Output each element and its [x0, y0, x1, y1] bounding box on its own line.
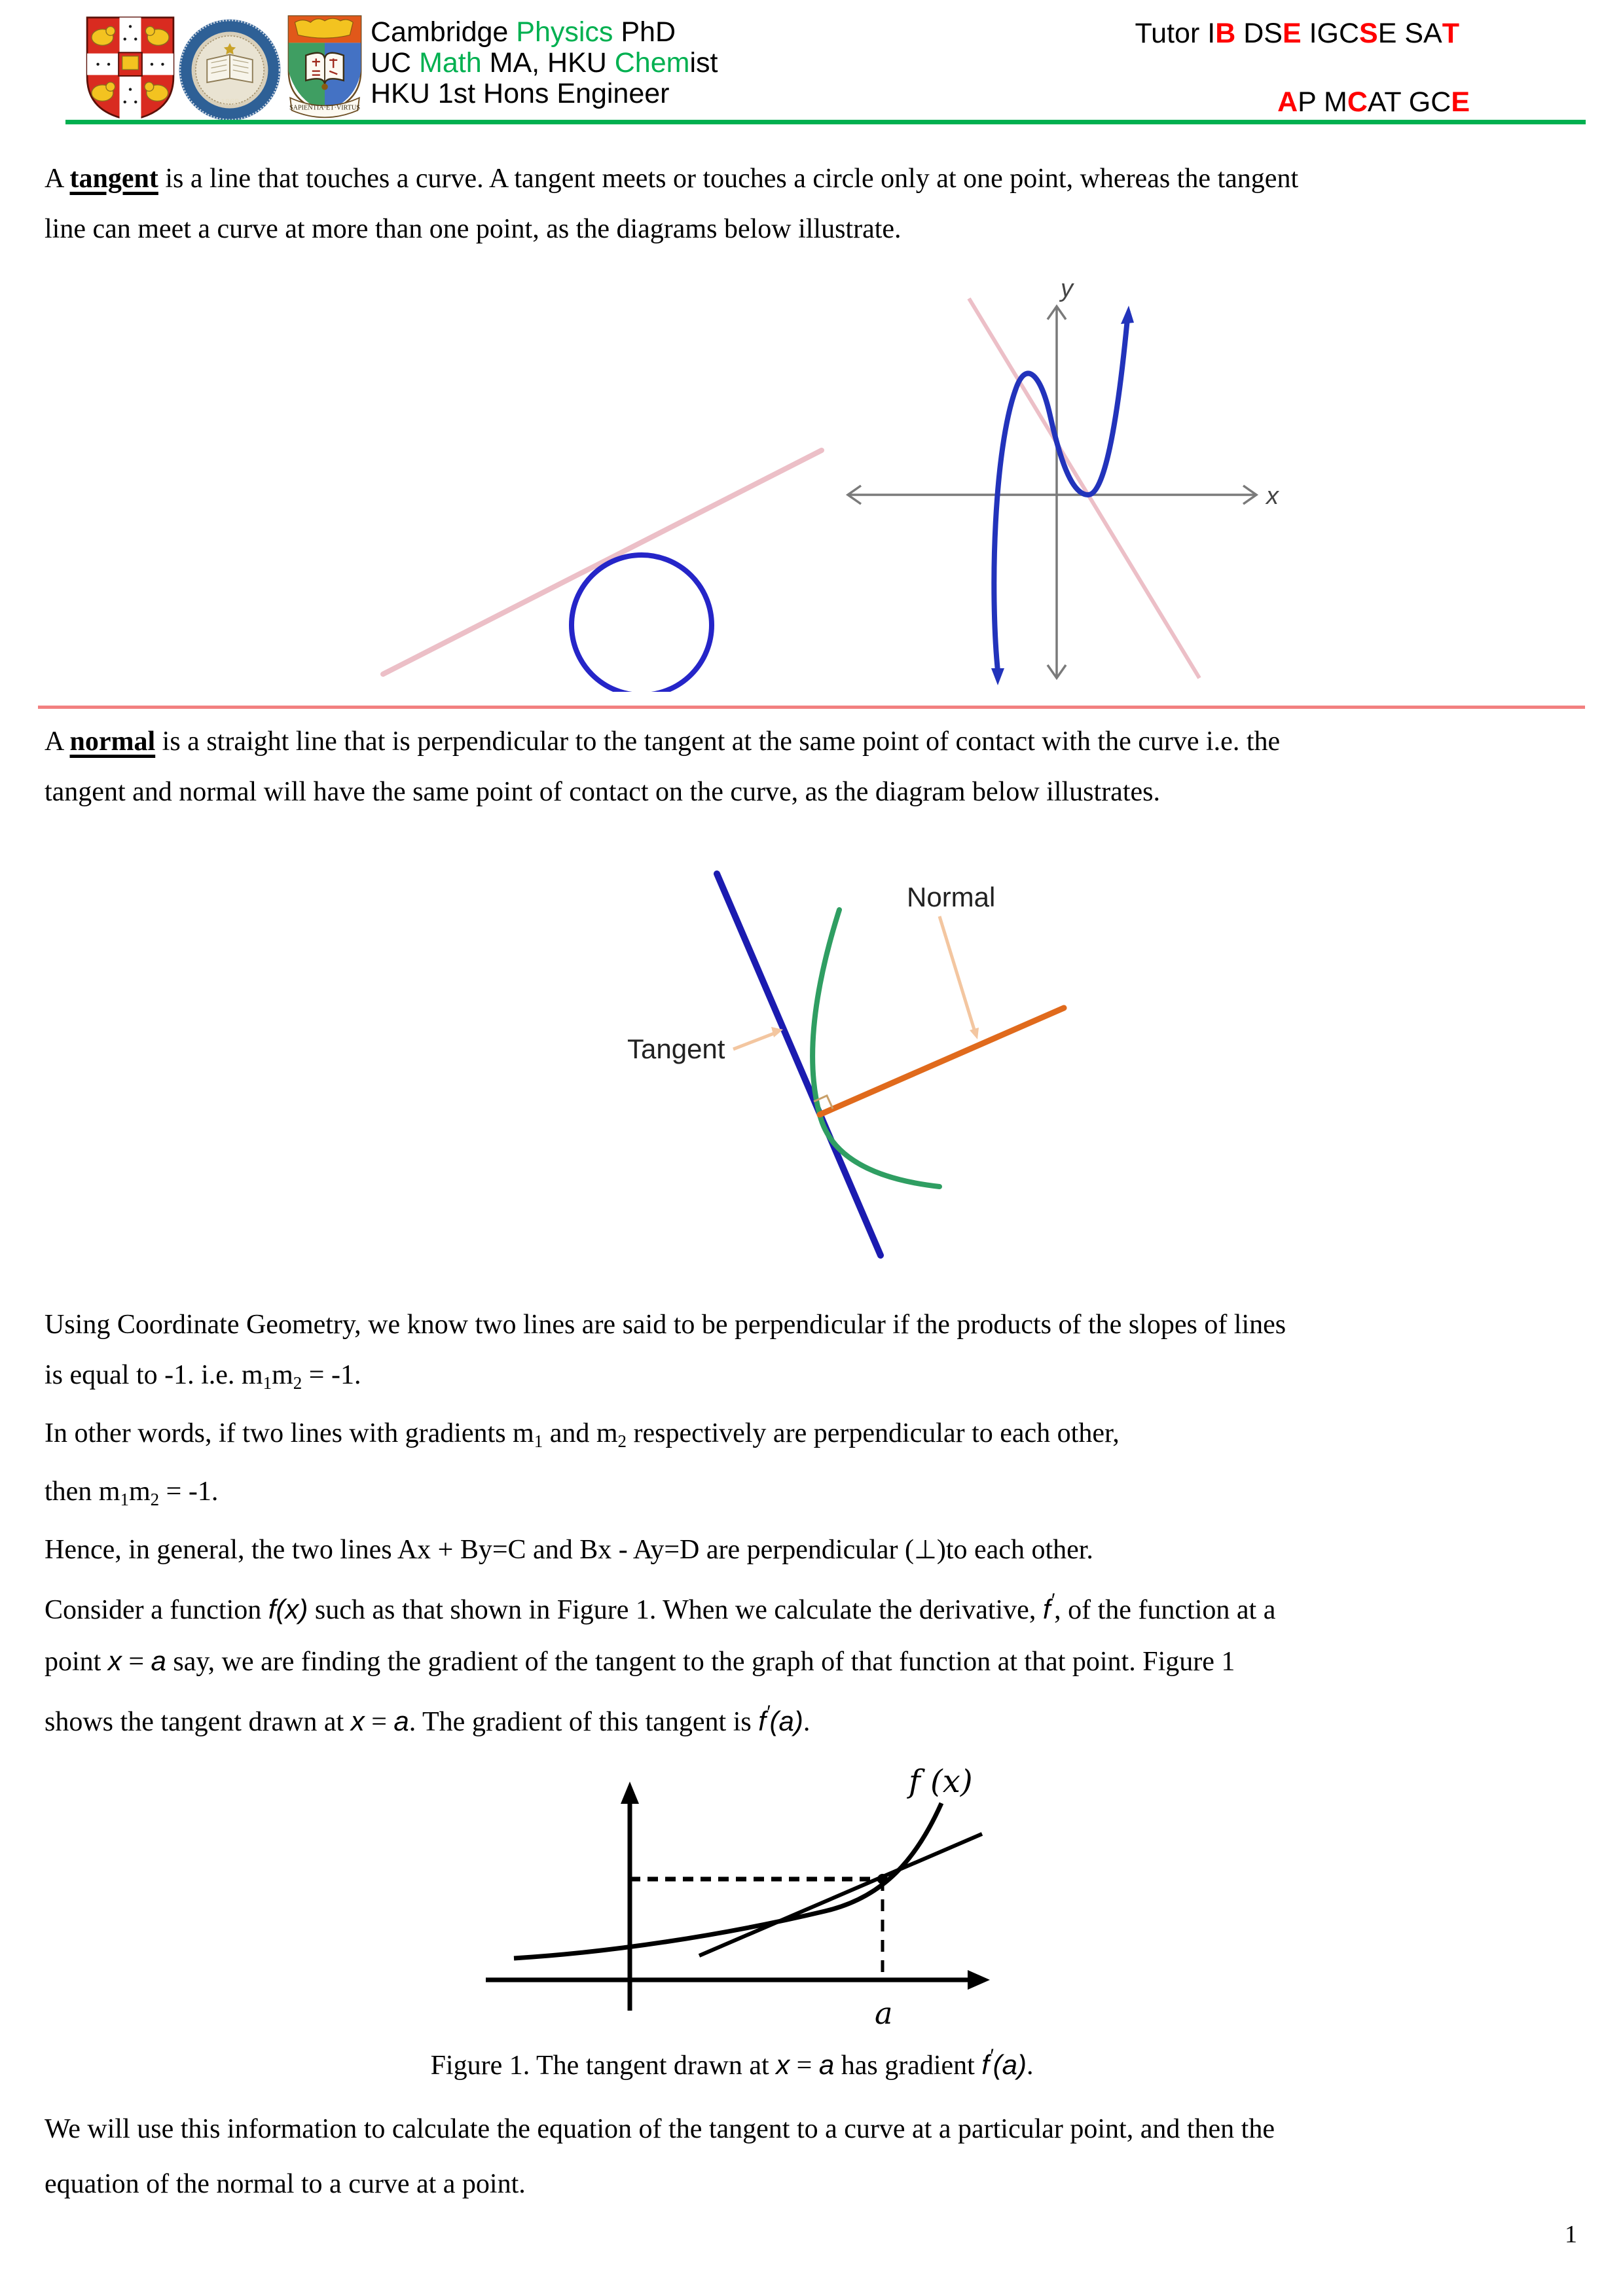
cambridge-crest-icon [85, 16, 175, 122]
cambridge-logo [85, 16, 175, 122]
header-exams-line-1: Tutor IB DSE IGCSE SAT [1135, 18, 1459, 49]
paragraph-closing [45, 2102, 1584, 2212]
text-line: equation of the normal to a curve at a point. [45, 2169, 526, 2199]
hku-crest-icon [285, 14, 364, 123]
header-exams-line-2: AP MCAT GCE [1277, 86, 1470, 118]
section-divider [38, 706, 1585, 709]
cubic-x-axis-label: x [1266, 482, 1279, 510]
cubic-y-axis-label: y [1061, 278, 1073, 302]
hku-motto: SAPIENTIA·ET·VIRTUS [289, 104, 361, 112]
normal-line [820, 1008, 1064, 1115]
figure1-contact-point [877, 1874, 888, 1884]
circle-tangent-line [383, 450, 822, 674]
paragraph-coordinate-geometry [45, 1300, 1584, 1748]
text-line: is equal to -1. i.e. m1m2 = -1. [45, 1360, 361, 1393]
paragraph-tangent [45, 154, 1584, 255]
cubic-tangent-line [969, 298, 1199, 678]
tangent-diagrams [354, 278, 1283, 695]
figure1-a-label: a [875, 1996, 893, 2031]
cubic-axes [848, 306, 1256, 678]
text-line: Consider a function f(x) such as that shown in Figure 1. When we calculate the derivative, f′, of the function at a [45, 1590, 1276, 1625]
cubic-arrow-down [991, 668, 1004, 685]
text-line: Using Coordinate Geometry, we know two lines are said to be perpendicular if the products of the slopes of lines [45, 1310, 1286, 1340]
hku-logo [285, 14, 364, 123]
header-rule [65, 120, 1586, 124]
text-line: then m1m2 = -1. [45, 1477, 219, 1509]
cubic-arrow-up [1121, 306, 1134, 324]
tangent-diagrams-svg [354, 278, 1283, 692]
normal-label: Normal [907, 882, 996, 912]
tangent-line [717, 874, 881, 1255]
text-line: Hence, in general, the two lines Ax + By=C and Bx - Ay=D are perpendicular (⊥)to each other. [45, 1535, 1093, 1565]
figure1-caption: Figure 1. The tangent drawn at x = a has gradient f′(a). [430, 2045, 1034, 2081]
text-line: We will use this information to calculate the equation of the tangent to a curve at a particular point, and then the [45, 2114, 1275, 2144]
text-line: point x = a say, we are finding the gradient of the tangent to the graph of that function at that point. Figure 1 [45, 1645, 1235, 1677]
normal-diagram [609, 841, 1080, 1273]
figure1-fx-label: f (x) [909, 1763, 973, 1800]
normal-diagram-svg [609, 841, 1080, 1270]
page-number: 1 [1565, 2221, 1577, 2248]
text-line: A tangent is a line that touches a curve. A tangent meets or touches a circle only at one point, whereas the tangent [45, 164, 1299, 194]
circle-curve [572, 555, 712, 692]
text-line: A normal is a straight line that is perpendicular to the tangent at the same point of contact with the curve i.e. the [45, 726, 1281, 757]
figure1-diagram [458, 1754, 1015, 2042]
header-credential-line-1: Cambridge Physics PhD [371, 16, 676, 48]
tangent-label-arrow [733, 1033, 774, 1049]
tangent-label: Tangent [627, 1033, 725, 1064]
uc-logo [178, 18, 282, 122]
uc-seal-year: 1868 [220, 97, 240, 108]
text-line: tangent and normal will have the same point of contact on the curve, as the diagram below illustrates. [45, 777, 1160, 807]
normal-label-arrow [939, 916, 974, 1030]
figure1-tangent-line [699, 1834, 982, 1956]
figure1-y-arrow [621, 1782, 639, 1804]
figure1-svg [458, 1754, 1015, 2039]
text-line: line can meet a curve at more than one point, as the diagrams below illustrate. [45, 214, 902, 244]
text-line: shows the tangent drawn at x = a. The gradient of this tangent is f′(a). [45, 1702, 811, 1737]
text-line: In other words, if two lines with gradients m1 and m2 respectively are perpendicular to each other, [45, 1418, 1120, 1451]
figure1-x-arrow [968, 1970, 990, 1990]
paragraph-normal [45, 717, 1584, 817]
normal-label-arrowhead [970, 1028, 979, 1039]
header-credential-line-2: UC Math MA, HKU Chemist [371, 47, 718, 79]
header-credential-line-3: HKU 1st Hons Engineer [371, 78, 670, 109]
uc-seal-icon [178, 18, 282, 122]
